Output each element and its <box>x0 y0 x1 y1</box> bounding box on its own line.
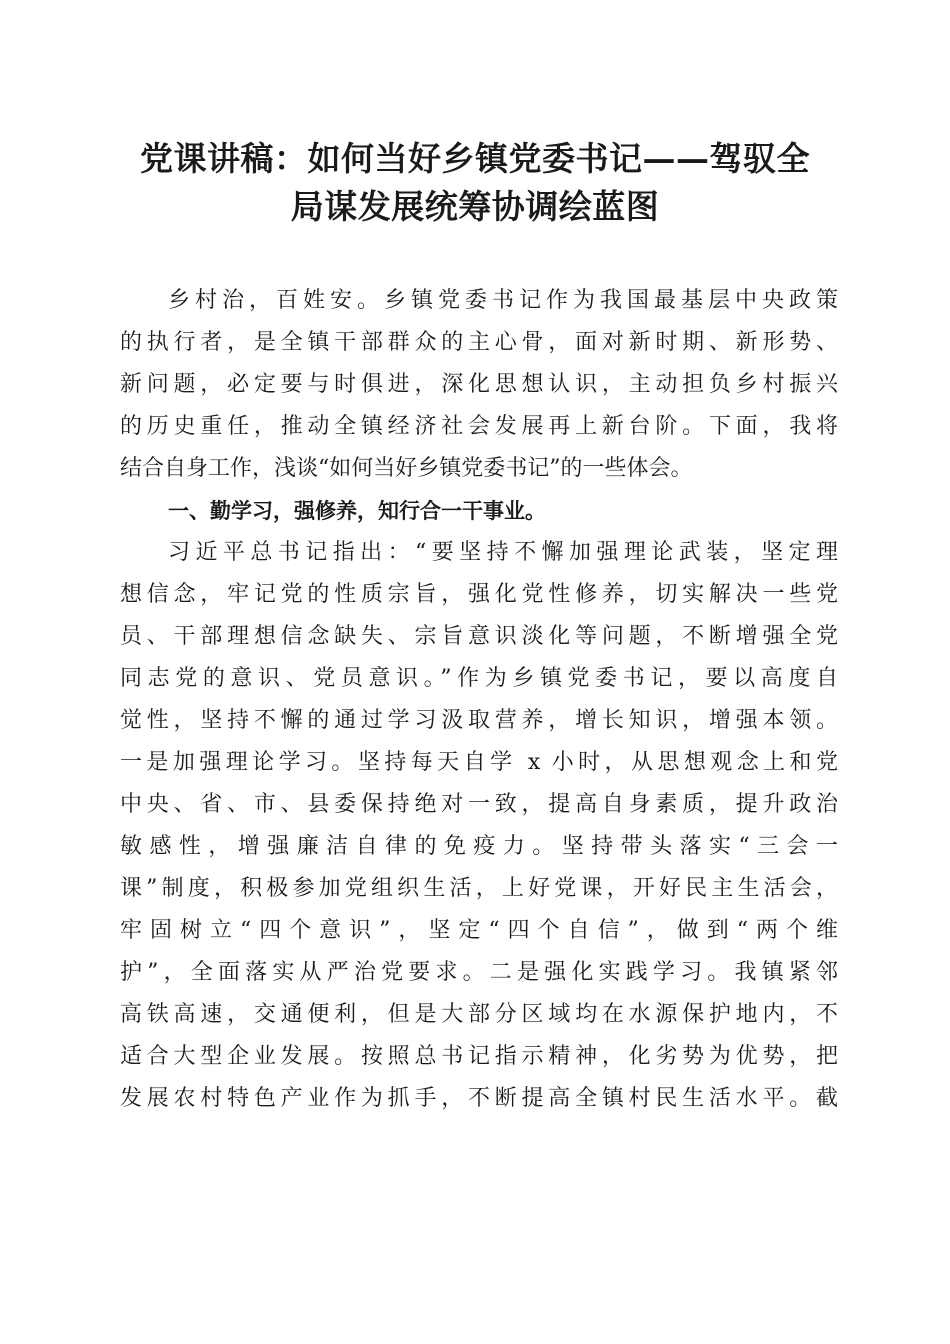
paragraph-2-line-5: 觉性，坚持不懈的通过学习汲取营养，增长知识，增强本领。 <box>120 708 838 733</box>
paragraph-1-line-1: 乡村治，百姓安。乡镇党委书记作为我国最基层中央政策 <box>168 288 838 313</box>
paragraph-2-line-2: 想信念，牢记党的性质宗旨，强化党性修养，切实解决一些党 <box>120 582 838 607</box>
paragraph-2-line-11: 护”，全面落实从严治党要求。二是强化实践学习。我镇紧邻 <box>120 960 838 985</box>
document-title-line-2: 局谋发展统筹协调绘蓝图 <box>290 187 660 226</box>
paragraph-1-line-5: 结合自身工作，浅谈“如何当好乡镇党委书记”的一些体会。 <box>120 456 693 481</box>
section-heading-1: 一、勤学习，强修养，知行合一干事业。 <box>168 499 546 523</box>
paragraph-2-line-7: 中央、省、市、县委保持绝对一致，提高自身素质，提升政治 <box>120 792 838 817</box>
paragraph-2-line-14: 发展农村特色产业作为抓手，不断提高全镇村民生活水平。截 <box>120 1086 838 1111</box>
paragraph-2-line-13: 适合大型企业发展。按照总书记指示精神，化劣势为优势，把 <box>120 1044 838 1069</box>
paragraph-2-line-9: 课”制度，积极参加党组织生活，上好党课，开好民主生活会， <box>120 876 838 901</box>
paragraph-2-line-6: 一是加强理论学习。坚持每天自学 x 小时，从思想观念上和党 <box>120 750 838 775</box>
paragraph-1-line-4: 的历史重任，推动全镇经济社会发展再上新台阶。下面，我将 <box>120 414 838 439</box>
paragraph-2-line-10: 牢固树立“四个意识”，坚定“四个自信”，做到“两个维 <box>120 918 838 943</box>
paragraph-2-line-12: 高铁高速，交通便利，但是大部分区域均在水源保护地内，不 <box>120 1002 838 1027</box>
paragraph-2-line-8: 敏感性，增强廉洁自律的免疫力。坚持带头落实“三会一 <box>120 834 838 859</box>
document-body <box>120 280 838 1120</box>
paragraph-1-line-2: 的执行者，是全镇干部群众的主心骨，面对新时期、新形势、 <box>120 330 838 355</box>
paragraph-2-line-4: 同志党的意识、党员意识。”作为乡镇党委书记，要以高度自 <box>120 666 838 691</box>
paragraph-2-line-1: 习近平总书记指出：“要坚持不懈加强理论武装，坚定理 <box>168 540 838 565</box>
paragraph-1-line-3: 新问题，必定要与时俱进，深化思想认识，主动担负乡村振兴 <box>120 372 838 397</box>
paragraph-2-line-3: 员、干部理想信念缺失、宗旨意识淡化等问题，不断增强全党 <box>120 624 838 649</box>
document-title-line-1: 党课讲稿：如何当好乡镇党委书记——驾驭全 <box>140 139 810 178</box>
